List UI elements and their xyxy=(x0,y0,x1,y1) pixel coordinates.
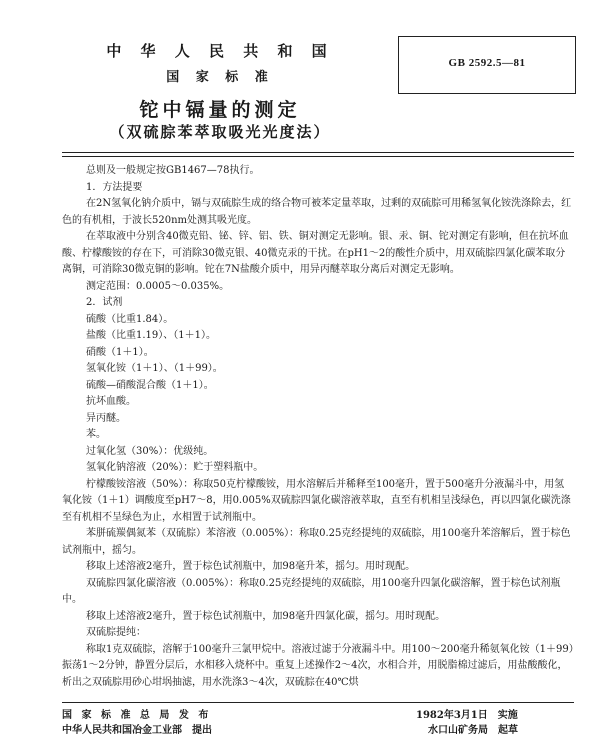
reagent-item: 氢氧化钠溶液（20%）：贮于塑料瓶中。 xyxy=(86,462,264,473)
reagent-item: 双硫腙提纯： xyxy=(86,627,146,638)
document-title: 铊中镉量的测定 xyxy=(139,99,301,121)
standard-code: GB 2592.5—81 xyxy=(448,57,526,69)
document-body xyxy=(62,163,574,691)
reagent-item: 移取上述溶液2毫升，置于棕色试剂瓶中，加98毫升四氯化碳，摇匀。用时现配。 xyxy=(86,610,446,622)
standard-type: 国 家 标 准 xyxy=(166,70,274,85)
document-subtitle: （双硫腙苯萃取吸光光度法） xyxy=(109,123,331,141)
footer-rule xyxy=(62,702,574,703)
section-heading: 1．方法提要 xyxy=(86,181,143,193)
header-rule-bottom xyxy=(62,156,574,157)
proposer: 中华人民共和国冶金工业部 提出 xyxy=(62,725,212,736)
section-heading: 2．试剂 xyxy=(86,297,123,308)
reagent-item: 氢氧化铵（1＋1）、（1＋99）。 xyxy=(86,363,223,374)
drafter: 水口山矿务局 起草 xyxy=(428,725,518,736)
reagent-item: 硝酸（1＋1）。 xyxy=(86,346,154,358)
reagent-item: 过氧化氢（30%）：优级纯。 xyxy=(86,445,214,457)
reagent-item: 苯。 xyxy=(86,429,106,440)
reagent-item: 移取上述溶液2毫升，置于棕色试剂瓶中，加98毫升苯，摇匀。用时现配。 xyxy=(86,561,416,572)
issuer: 国 家 标 准 总 局 发 布 xyxy=(62,710,212,721)
range-line: 测定范围：0.0005～0.035%。 xyxy=(86,280,230,292)
reagent-item: 盐酸（比重1.19）、（1＋1）。 xyxy=(86,330,216,341)
reagent-item: 苯胼硫羰偶氮苯（双硫腙）苯溶液（0.005%）：称取0.25克经提纯的双硫腙，用100毫升苯溶解后，置于棕色试剂瓶中，摇匀。 xyxy=(62,528,571,556)
reagent-item: 硫酸—硝酸混合酸（1＋1）。 xyxy=(86,379,214,391)
reagent-item: 柠檬酸铵溶液（50%）：称取50克柠檬酸铵，用水溶解后并稀释至100毫升，置于500毫升分液漏斗中，用氢氧化铵（1＋1）调酸度至pH7～8，用0.005%双硫腙四氯化碳溶液萃取，直至有机相呈浅绿色，再以四氯化碳洗涤至有机相不呈绿色为止，水相置于试剂瓶中。 xyxy=(62,478,571,523)
national-header: 中 华 人 民 共 和 国 xyxy=(106,42,334,60)
standard-code-box xyxy=(398,36,576,94)
paragraph: 在萃取液中分别含40微克铅、铋、锌、铝、铁、铜对测定无影响。银、汞、铜、铊对测定有影响，但在抗坏血酸、柠檬酸铵的存在下，可消除30微克银、40微克汞的干扰。在pH1～2的酸性介质中，用双硫腙四氯化碳苯取分离铜，可消除30微克铜的影响。铊在7N盐酸介质中，用异丙醚萃取分离后对测定无影响。 xyxy=(62,231,569,275)
intro-paragraph: 总则及一般规定按GB1467—78执行。 xyxy=(86,165,260,176)
reagent-item: 硫酸（比重1.84）。 xyxy=(86,313,174,325)
header-rule-top xyxy=(62,152,574,153)
paragraph: 在2N氢氧化钠介质中，镉与双硫腙生成的络合物可被苯定量萃取，过剩的双硫腙可用稀氢氧化铵洗涤除去，红色的有机相，于波长520nm处测其吸光度。 xyxy=(62,198,572,226)
implementation-date: 1982年3月1日 实施 xyxy=(416,710,518,721)
reagent-item: 双硫腙四氯化碳溶液（0.005%）：称取0.25克经提纯的双硫腙，用100毫升四氯化碳溶解，置于棕色试剂瓶中。 xyxy=(62,577,561,605)
reagent-item: 异丙醚。 xyxy=(86,412,126,424)
reagent-item: 抗坏血酸。 xyxy=(86,396,136,407)
reagent-item: 称取1克双硫腙，溶解于100毫升三氯甲烷中。溶液过滤于分液漏斗中。用100～200毫升稀氨氧化铵（1＋99）振荡1～2分钟，静置分层后，水相移入烧杯中。重复上述操作2～4次，水相合并，用脱脂棉过滤后，用盐酸酸化，析出之双硫腙用砂心坩埚抽滤，用水洗涤3～4次，双硫腙在40℃烘 xyxy=(62,643,574,688)
